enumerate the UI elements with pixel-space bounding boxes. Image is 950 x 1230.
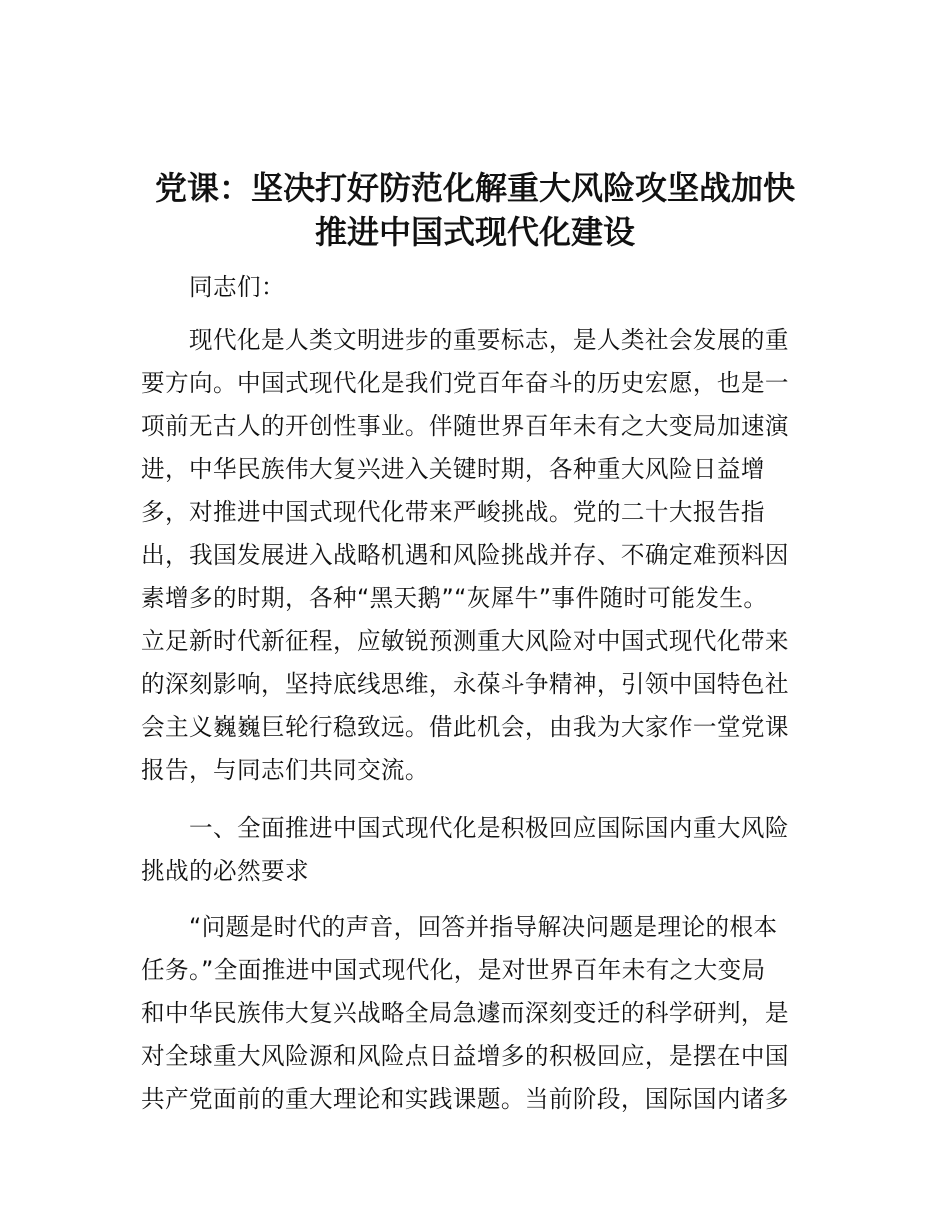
paragraph-2-line: 对全球重大风险源和风险点日益增多的积极回应，是摆在中国	[141, 1042, 789, 1070]
paragraph-2-line: 任务。”全面推进中国式现代化，是对世界百年未有之大变局	[141, 956, 766, 984]
paragraph-1-line: 要方向。中国式现代化是我们党百年奋斗的历史宏愿，也是一	[141, 369, 789, 397]
paragraph-1-line: 素增多的时期，各种“黑天鹅”“灰犀牛”事件随时可能发生。	[141, 584, 768, 612]
paragraph-2-line: 和中华民族伟大复兴战略全局急遽而深刻变迁的科学研判，是	[141, 999, 789, 1027]
paragraph-1-line: 立足新时代新征程，应敏锐预测重大风险对中国式现代化带来	[141, 627, 789, 655]
paragraph-1-line: 多，对推进中国式现代化带来严峻挑战。党的二十大报告指	[141, 498, 765, 526]
paragraph-1-line: 出，我国发展进入战略机遇和风险挑战并存、不确定难预料因	[141, 541, 789, 569]
paragraph-2-line: 共产党面前的重大理论和实践课题。当前阶段，国际国内诸多	[141, 1085, 789, 1113]
section-heading-1-line: 挑战的必然要求	[141, 857, 309, 885]
paragraph-2-line: “问题是时代的声音，回答并指导解决问题是理论的根本	[189, 913, 778, 941]
paragraph-1-line: 报告，与同志们共同交流。	[141, 756, 429, 784]
paragraph-1-line: 进，中华民族伟大复兴进入关键时期，各种重大风险日益增	[141, 455, 765, 483]
paragraph-1-line: 会主义巍巍巨轮行稳致远。借此机会，由我为大家作一堂党课	[141, 713, 789, 741]
document-title-line-1: 党课：坚决打好防范化解重大风险攻坚战加快	[154, 169, 795, 207]
paragraph-1-line: 现代化是人类文明进步的重要标志，是人类社会发展的重	[189, 326, 789, 354]
document-title-line-2: 推进中国式现代化建设	[314, 213, 635, 251]
salutation: 同志们：	[189, 273, 285, 301]
section-heading-1-line: 一、全面推进中国式现代化是积极回应国际国内重大风险	[189, 814, 789, 842]
paragraph-1-line: 项前无古人的开创性事业。伴随世界百年未有之大变局加速演	[141, 412, 789, 440]
paragraph-1-line: 的深刻影响，坚持底线思维，永葆斗争精神，引领中国特色社	[141, 670, 789, 698]
